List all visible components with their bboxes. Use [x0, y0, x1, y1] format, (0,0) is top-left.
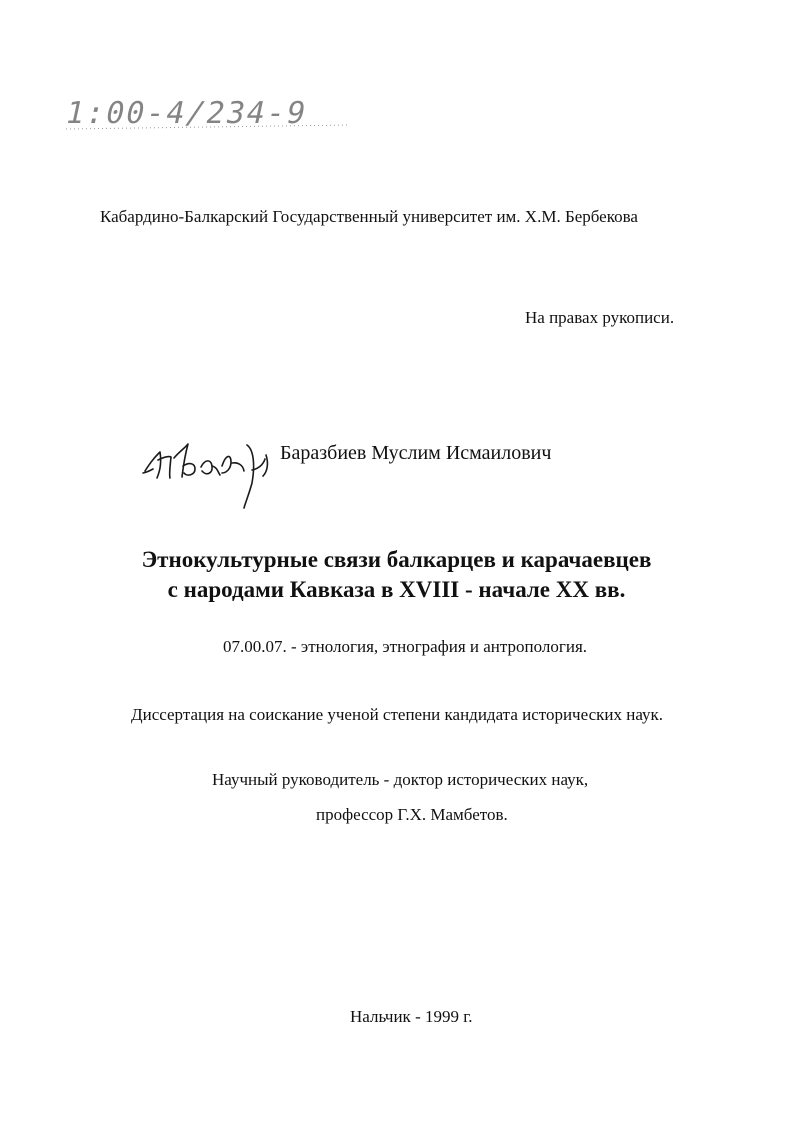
specialty-code: 07.00.07. - этнология, этнография и антропология. — [223, 637, 588, 656]
scientific-advisor-line-1: Научный руководитель - доктор исторических наук, — [212, 770, 589, 789]
author-signature-image — [140, 438, 275, 510]
rights-notice: На правах рукописи. — [525, 308, 675, 327]
author-name: Баразбиев Муслим Исмаилович — [280, 442, 552, 464]
archive-stamp-number: 1:00-4/234-9 — [62, 96, 311, 131]
dissertation-title-line-2: с народами Кавказа в XVIII - начале XX вв. — [167, 577, 626, 602]
scientific-advisor-line-2: профессор Г.Х. Мамбетов. — [316, 805, 508, 824]
place-and-year: Нальчик - 1999 г. — [350, 1007, 473, 1026]
dissertation-title-line-1: Этнокультурные связи балкарцев и карачаевцев — [141, 547, 652, 572]
dissertation-type: Диссертация на соискание ученой степени кандидата исторических наук. — [131, 705, 664, 724]
university-name: Кабардино-Балкарский Государственный университет им. Х.М. Бербекова — [100, 207, 638, 226]
